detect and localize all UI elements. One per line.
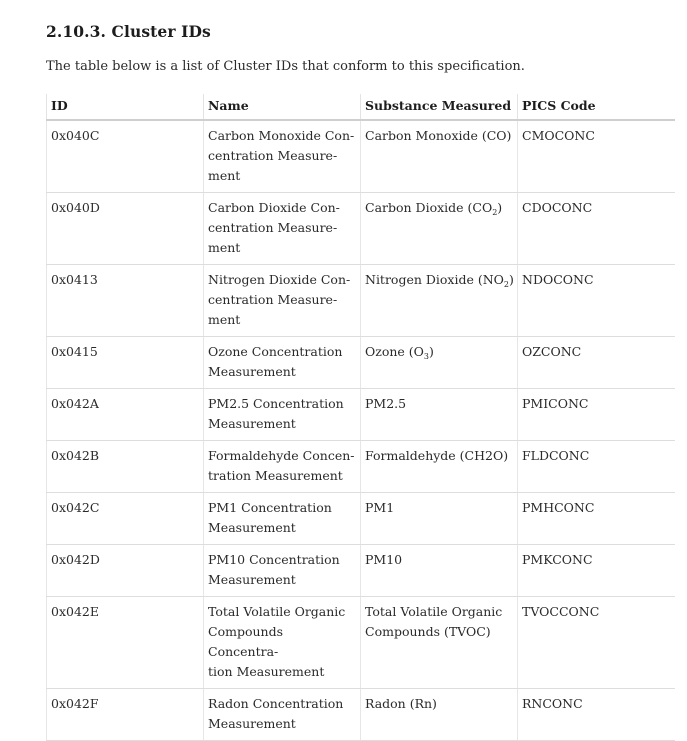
- substance-text-end: ): [497, 200, 503, 215]
- cell-name: Radon Concentration Measurement: [204, 689, 361, 741]
- table-row: [47, 120, 675, 193]
- cell-name: PM2.5 Concentration Measurement: [204, 389, 361, 441]
- table-row: [47, 597, 675, 689]
- cell-pics: RNCONC: [518, 689, 675, 741]
- cell-substance: Radon (Rn): [361, 689, 518, 741]
- table-row: [47, 545, 675, 597]
- cell-name: Formaldehyde Concen- tration Measurement: [204, 441, 361, 493]
- column-header-substance: Substance Measured: [361, 94, 518, 120]
- cell-name: PM1 Concentration Measurement: [204, 493, 361, 545]
- cell-id: 0x042B: [47, 441, 204, 493]
- cell-substance: PM10: [361, 545, 518, 597]
- substance-text: Ozone (O: [365, 344, 424, 359]
- cell-pics: TVOCCONC: [518, 597, 675, 689]
- table-row: [47, 389, 675, 441]
- cell-id: 0x040D: [47, 193, 204, 265]
- cell-pics: PMICONC: [518, 389, 675, 441]
- cell-id: 0x0413: [47, 265, 204, 337]
- cell-id: 0x042C: [47, 493, 204, 545]
- table-row: [47, 441, 675, 493]
- cell-pics: CMOCONC: [518, 120, 675, 193]
- cell-pics: CDOCONC: [518, 193, 675, 265]
- cell-id: 0x0415: [47, 337, 204, 389]
- cell-pics: NDOCONC: [518, 265, 675, 337]
- column-header-name: Name: [204, 94, 361, 120]
- cell-name: PM10 Concentration Measurement: [204, 545, 361, 597]
- table-row: [47, 337, 675, 389]
- cell-substance: [361, 265, 518, 337]
- cell-substance: [361, 193, 518, 265]
- cell-id: 0x042E: [47, 597, 204, 689]
- cell-id: 0x042A: [47, 389, 204, 441]
- cell-substance: PM1: [361, 493, 518, 545]
- cell-substance: Carbon Monoxide (CO): [361, 120, 518, 193]
- substance-subscript: 2: [492, 208, 498, 217]
- cell-name: Carbon Monoxide Con- centration Measure- ment: [204, 120, 361, 193]
- cell-name: Total Volatile Organic Compounds Concentra- tion Measurement: [204, 597, 361, 689]
- substance-text-end: ): [429, 344, 434, 359]
- substance-text: Carbon Dioxide (CO: [365, 200, 493, 215]
- table-row: [47, 689, 675, 741]
- column-header-pics: PICS Code: [518, 94, 675, 120]
- cell-substance: Formaldehyde (CH2O): [361, 441, 518, 493]
- section-heading: 2.10.3. Cluster IDs: [46, 22, 211, 41]
- column-header-id: ID: [47, 94, 204, 120]
- cell-id: 0x042F: [47, 689, 204, 741]
- table-row: [47, 265, 675, 337]
- cell-pics: PMKCONC: [518, 545, 675, 597]
- cell-name: Carbon Dioxide Con- centration Measure- ment: [204, 193, 361, 265]
- cell-pics: OZCONC: [518, 337, 675, 389]
- intro-paragraph: The table below is a list of Cluster IDs that conform to this specification.: [46, 59, 525, 74]
- table-header-row: [47, 94, 675, 120]
- cell-name: Nitrogen Dioxide Con- centration Measure- ment: [204, 265, 361, 337]
- cell-name: Ozone Concentration Measurement: [204, 337, 361, 389]
- cell-id: 0x040C: [47, 120, 204, 193]
- cell-substance: PM2.5: [361, 389, 518, 441]
- table-row: [47, 193, 675, 265]
- cell-substance: Total Volatile Organic Compounds (TVOC): [361, 597, 518, 689]
- table-row: [47, 493, 675, 545]
- substance-subscript: 3: [423, 352, 429, 361]
- cell-pics: FLDCONC: [518, 441, 675, 493]
- cluster-id-table: [46, 94, 675, 741]
- cell-id: 0x042D: [47, 545, 204, 597]
- cell-pics: PMHCONC: [518, 493, 675, 545]
- substance-text-end: ): [509, 272, 514, 287]
- substance-text: Nitrogen Dioxide (NO: [365, 272, 504, 287]
- substance-subscript: 2: [503, 280, 510, 289]
- cell-substance: [361, 337, 518, 389]
